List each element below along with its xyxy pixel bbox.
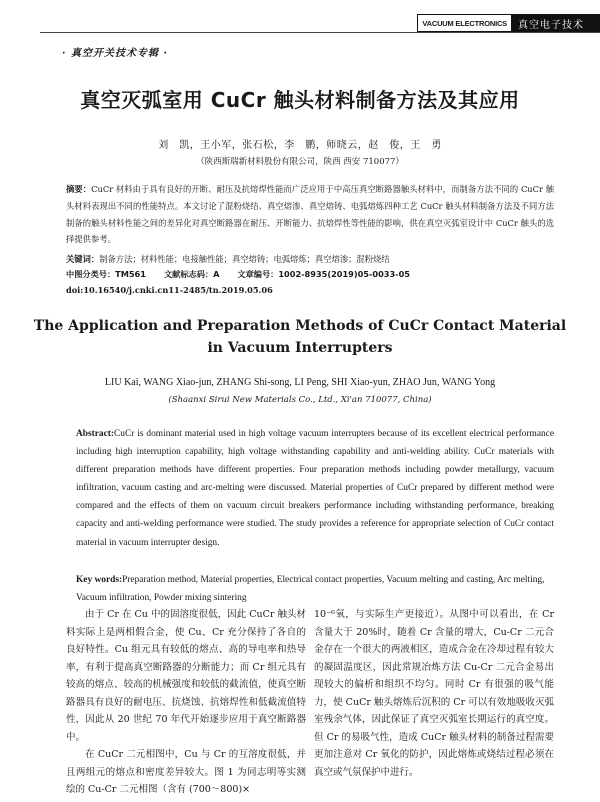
abstract-cn-label: 摘要： [66, 184, 92, 194]
document-code: 文献标志码：A [163, 269, 220, 279]
keywords-cn-label: 关键词： [66, 254, 100, 264]
clc-number: 中图分类号：TM561 [66, 269, 146, 279]
header-rule [40, 32, 600, 33]
article-number: 文章编号：1002-8935(2019)05-0033-05 [237, 269, 410, 279]
abstract-en [76, 425, 554, 552]
title-cn: 真空灭弧室用 CuCr 触头材料制备方法及其应用 [80, 88, 520, 112]
keywords-en-label: Key words: [76, 575, 123, 585]
column-tag: · 真空开关技术专辑 · [62, 48, 168, 59]
body-paragraph: 在 CuCr 二元相图中，Cu 与 Cr 的互溶度很低，并且两组元的熔点和密度差异较大。图 1 为同志明等实测绘的 Cu-Cr 二元相图（含有 (700～800)× [66, 749, 306, 795]
body-paragraph: 由于 Cr 在 Cu 中的固溶度很低，因此 CuCr 触头材料实际上是两相假合金，使 Cu、Cr 充分保持了各自的良好特性。Cu 组元具有较低的熔点、高的导电率和热导率，有利于提高真空断路器的分断能力；而 Cr 组元具有较高的熔点、较高的机械强度和较低的截流值，使真空断路器具有良好的耐电压、抗烧蚀、抗熔焊性和低截流值特性，因此从 20 世纪 70 年代开始逐步应用于真空断路器中。 [66, 609, 306, 743]
title-en-line1: The Application and Preparation Methods of CuCr Contact Material [33, 318, 567, 334]
title-en [0, 315, 600, 359]
authors-en: LIU Kai, WANG Xiao-jun, ZHANG Shi-song, LI Peng, SHI Xiao-yun, ZHAO Jun, WANG Yong [104, 377, 496, 388]
authors-cn: 刘 凯，王小军，张石松，李 鹏，师晓云，赵 俊，王 勇 [158, 140, 442, 151]
abstract-en-label: Abstract: [76, 429, 115, 439]
doi: doi:10.16540/j.cnki.cn11-2485/tn.2019.05.06 [66, 285, 273, 295]
journal-name-cn: 真空电子技术 [512, 14, 600, 32]
journal-header [417, 14, 600, 32]
keywords-en-text: Preparation method, Material properties, Electrical contact properties, Vacuum melting and casting, Arc melting, Vacuum infiltration, Powder mixing sintering [76, 575, 545, 604]
affiliation-en: (Shaanxi Sirui New Materials Co., Ltd., Xi'an 710077, China) [168, 395, 432, 405]
classification-line [66, 269, 410, 280]
abstract-en-text: CuCr is dominant material used in high voltage vacuum interrupters because of its excellent electrical performance including high interruption capability, high voltage withstanding capability and anti-welding ability. CuCr materials with different preparation methods have different properties. Four preparation methods including powder metallurgy, vacuum infiltration, vacuum casting and arc-melting were discussed. Material properties of CuCr prepared by different method were compared and the effects of them on vacuum circuit breakers performance including withstanding performance, breaking capacity and anti-welding performance were studied. The study provides a reference for appropriate selection of CuCr contact material in vacuum interrupter design. [76, 429, 554, 548]
journal-name-en: VACUUM ELECTRONICS [417, 14, 512, 32]
body-paragraph: 10⁻⁶氧，与实际生产更接近）。从图中可以看出，在 Cr 含量大于 20%时，随着 Cr 含量的增大，Cu-Cr 二元合金存在一个很大的两液相区，造成合金在冷却过程有较大的凝固温度区，因此常规冶炼方法 Cu-Cr 二元合金易出现较大的偏析和组织不均匀。同时 Cr 有很强的吸气能力，使 CuCr 触头熔炼后沉积的 Cr 可以有效地吸收灭弧室残余气体，因此保证了真空灭弧室长期运行的真空度。但 Cr 的易吸气性，造成 CuCr 触头材料的制备过程需要更加注意对 Cr 氧化的防护，因此熔炼或烧结过程必须在真空或气氛保护中进行。 [314, 609, 554, 778]
keywords-cn-text: 制备方法；材料性能；电接触性能；真空熔铸；电弧熔炼；真空熔渗；混粉烧结 [99, 254, 390, 264]
title-en-line2: in Vacuum Interrupters [207, 340, 393, 356]
abstract-cn [66, 181, 554, 248]
keywords-en [76, 571, 554, 607]
keywords-cn [66, 253, 554, 265]
affiliation-cn: （陕西斯瑞新材料股份有限公司，陕西 西安 710077） [196, 157, 404, 167]
body-column-right [314, 606, 554, 781]
body-column-left [66, 606, 306, 799]
abstract-cn-text: CuCr 材料由于具有良好的开断、耐压及抗熔焊性能而广泛应用于中高压真空断路器触头材料中，而制备方法不同的 CuCr 触头材料表现出不同的性能特点。本文讨论了混粉烧结、真空熔渗、真空熔铸、电弧熔炼四种工艺 CuCr 触头材料制备方法及不同方法制备的触头材料性能之间的差异化对真空断路器在耐压、开断能力、抗熔焊性等性能的影响，供在真空灭弧室设计中 CuCr 触头的选择提供参考。 [66, 184, 554, 245]
